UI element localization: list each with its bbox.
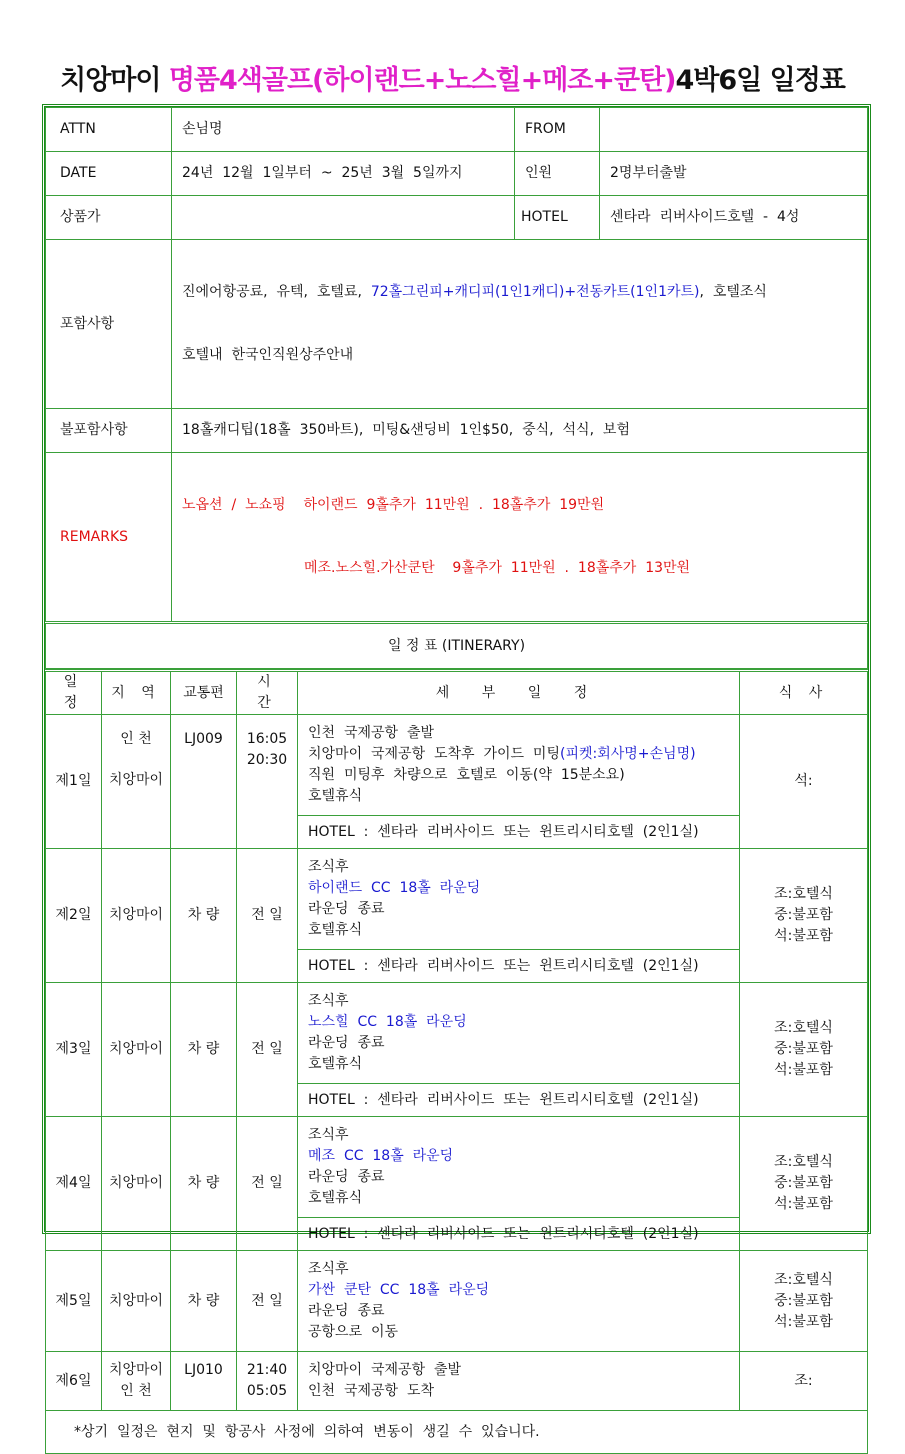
detail-highlight: 하이랜드 CC 18홀 라운딩 [308, 880, 481, 896]
day-time [237, 1251, 298, 1352]
footnote-row [46, 1411, 868, 1454]
meal-line: 조:호텔식 [774, 1154, 833, 1170]
detail-line [308, 1167, 729, 1188]
detail-line [308, 878, 729, 899]
day-details [298, 715, 740, 816]
region-line: 치앙마이 [108, 772, 164, 788]
footnote: *상기 일정은 현지 및 항공사 사정에 의하여 변동이 생길 수 있습니다. [46, 1411, 868, 1454]
detail-line [308, 1360, 729, 1381]
day-transport: LJ009 [171, 715, 237, 849]
time-line: 전 일 [251, 1292, 283, 1309]
meal-line: 석:불포함 [774, 1196, 833, 1212]
detail-line [308, 1054, 729, 1075]
day-transport: 차 량 [171, 849, 237, 983]
day-meals [740, 715, 868, 849]
day-details [298, 849, 740, 950]
day-meals [740, 1251, 868, 1352]
date-value: 24년 12월 1일부터 ~ 25년 3월 5일까지 [172, 152, 515, 196]
detail-text: 인천 국제공항 출발 [308, 725, 434, 741]
detail-text: 조식후 [308, 859, 349, 875]
meal-line: 석:불포함 [774, 1313, 833, 1330]
remarks-row [46, 453, 868, 623]
detail-line [308, 1301, 729, 1322]
day-region [102, 983, 171, 1117]
detail-highlight: 노스힐 CC 18홀 라운딩 [308, 1014, 467, 1030]
col-header-meals: 식 사 [740, 671, 868, 715]
day-row [46, 849, 868, 950]
detail-line [308, 1012, 729, 1033]
included-value [172, 240, 868, 409]
included-line-2: 호텔내 한국인직원상주안내 [182, 347, 354, 363]
detail-line [308, 1322, 729, 1343]
detail-line [308, 1125, 729, 1146]
detail-text: 라운딩 종료 [308, 1303, 385, 1319]
date-row [46, 152, 868, 196]
itinerary-days [46, 715, 868, 1411]
time-line: 16:05 [246, 731, 288, 747]
meal-line: 조:호텔식 [774, 886, 833, 902]
day-hotel: HOTEL : 센타라 리버사이드 또는 윈트리시티호텔 (2인1실) [298, 1084, 740, 1117]
day-hotel: HOTEL : 센타라 리버사이드 또는 윈트리시티호텔 (2인1실) [298, 1218, 740, 1251]
page-title [0, 58, 905, 97]
price-row [46, 196, 868, 240]
attn-row [46, 108, 868, 152]
region-line: 인 천 [120, 1383, 152, 1399]
detail-line [308, 744, 729, 765]
remarks-line-1: 노옵션 / 노쇼핑 하이랜드 9홀추가 11만원 . 18홀추가 19만원 [182, 497, 605, 513]
day-row [46, 1251, 868, 1352]
day-row [46, 1352, 868, 1411]
date-label: DATE [46, 152, 172, 196]
itinerary-heading: 일 정 표 (ITINERARY) [46, 623, 868, 669]
detail-line [308, 1188, 729, 1209]
day-details [298, 1117, 740, 1218]
region-line: 치앙마이 [108, 1041, 164, 1057]
detail-text: 라운딩 종료 [308, 1035, 385, 1051]
attn-label: ATTN [46, 108, 172, 152]
day-time [237, 1352, 298, 1411]
day-transport: 차 량 [171, 1251, 237, 1352]
remarks-label: REMARKS [46, 453, 172, 623]
day-label: 제3일 [46, 983, 102, 1117]
hotel-label: HOTEL [515, 196, 600, 240]
day-time [237, 715, 298, 849]
time-line: 05:05 [246, 1383, 288, 1399]
day-meals [740, 983, 868, 1117]
day-row [46, 715, 868, 816]
info-table [45, 107, 868, 669]
meal-line: 석: [794, 773, 813, 789]
detail-line [308, 786, 729, 807]
day-label: 제1일 [46, 715, 102, 849]
price-value [172, 196, 515, 240]
included-label: 포함사항 [46, 240, 172, 409]
day-hotel: HOTEL : 센타라 리버사이드 또는 윈트리시티호텔 (2인1실) [298, 950, 740, 983]
region-line: 인 천 [120, 731, 152, 747]
detail-line [308, 991, 729, 1012]
time-line: 전 일 [251, 907, 283, 923]
meal-line: 석:불포함 [774, 1062, 833, 1078]
region-line: 치앙마이 [108, 1175, 164, 1191]
detail-text: 호텔휴식 [308, 1056, 363, 1072]
day-transport: LJ010 [171, 1352, 237, 1411]
detail-text: 호텔휴식 [308, 1190, 363, 1206]
itinerary-header-row [46, 671, 868, 715]
day-label: 제5일 [46, 1251, 102, 1352]
detail-text: 직원 미팅후 차량으로 호텔로 이동(약 15분소요) [308, 767, 625, 783]
time-line: 20:30 [246, 752, 288, 768]
price-label: 상품가 [46, 196, 172, 240]
day-region [102, 849, 171, 983]
detail-text: 호텔휴식 [308, 922, 363, 938]
excluded-row [46, 409, 868, 453]
attn-value: 손님명 [172, 108, 515, 152]
detail-text: 호텔휴식 [308, 788, 363, 804]
detail-highlight: (피켓:회사명+손님명) [560, 746, 696, 762]
day-region [102, 1117, 171, 1251]
region-line: 치앙마이 [108, 907, 164, 923]
detail-line [308, 1259, 729, 1280]
remarks-value [172, 453, 868, 623]
detail-line [308, 857, 729, 878]
day-hotel: HOTEL : 센타라 리버사이드 또는 윈트리시티호텔 (2인1실) [298, 816, 740, 849]
day-transport: 차 량 [171, 983, 237, 1117]
detail-line [308, 1146, 729, 1167]
region-line: 치앙마이 [108, 1292, 164, 1309]
people-value: 2명부터출발 [600, 152, 868, 196]
day-time [237, 849, 298, 983]
region-line: 치앙마이 [108, 1362, 164, 1378]
itinerary-table [45, 669, 868, 1454]
remarks-line-2: 메조.노스힐.가산쿤탄 9홀추가 11만원 . 18홀추가 13만원 [304, 560, 691, 576]
day-region [102, 1352, 171, 1411]
detail-line [308, 1381, 729, 1402]
day-meals [740, 1117, 868, 1251]
detail-text: 인천 국제공항 도착 [308, 1383, 434, 1399]
hotel-value: 센타라 리버사이드호텔 - 4성 [600, 196, 868, 240]
detail-text: 라운딩 종료 [308, 901, 385, 917]
title-suffix: 4박6일 일정표 [675, 65, 845, 96]
detail-text: 라운딩 종료 [308, 1169, 385, 1185]
from-value [600, 108, 868, 152]
time-line: 전 일 [251, 1041, 283, 1057]
meal-line: 중:불포함 [774, 1292, 833, 1309]
day-region [102, 1251, 171, 1352]
excluded-value: 18홀캐디팁(18홀 350바트), 미팅&샌딩비 1인$50, 중식, 석식, 보험 [172, 409, 868, 453]
detail-text: 조식후 [308, 993, 349, 1009]
day-row [46, 1117, 868, 1218]
day-label: 제4일 [46, 1117, 102, 1251]
col-header-day: 일 정 [46, 671, 102, 715]
col-header-time: 시 간 [237, 671, 298, 715]
day-meals [740, 849, 868, 983]
detail-highlight: 가싼 쿤탄 CC 18홀 라운딩 [308, 1282, 490, 1298]
meal-line: 조:호텔식 [774, 1020, 833, 1036]
detail-text: 치앙마이 국제공항 출발 [308, 1362, 462, 1378]
detail-text: 공항으로 이동 [308, 1324, 399, 1340]
col-header-details: 세 부 일 정 [298, 671, 740, 715]
day-details [298, 1352, 740, 1411]
included-text-2: , 호텔조식 [699, 284, 767, 300]
day-region [102, 715, 171, 849]
day-meals [740, 1352, 868, 1411]
meal-line: 조: [794, 1372, 813, 1389]
col-header-transport: 교통편 [171, 671, 237, 715]
meal-line: 석:불포함 [774, 928, 833, 944]
people-label: 인원 [515, 152, 600, 196]
detail-line [308, 1033, 729, 1054]
included-golf-text: 72홀그린피+캐디피(1인1캐디)+전동카트(1인1카트) [370, 284, 700, 300]
meal-line: 조:호텔식 [774, 1271, 833, 1288]
included-row [46, 240, 868, 409]
included-text: 진에어항공료, 유텍, 호텔료, [182, 284, 371, 300]
detail-text: 조식후 [308, 1127, 349, 1143]
day-details [298, 1251, 740, 1352]
detail-line [308, 899, 729, 920]
meal-line: 중:불포함 [774, 1041, 833, 1057]
detail-line [308, 765, 729, 786]
excluded-label: 불포함사항 [46, 409, 172, 453]
title-prefix: 치앙마이 [60, 65, 169, 96]
col-header-region: 지 역 [102, 671, 171, 715]
itinerary-document [42, 104, 871, 1440]
day-time [237, 983, 298, 1117]
day-transport: 차 량 [171, 1117, 237, 1251]
day-label: 제2일 [46, 849, 102, 983]
time-line: 21:40 [246, 1362, 288, 1378]
detail-line [308, 1280, 729, 1301]
from-label: FROM [515, 108, 600, 152]
detail-highlight: 메조 CC 18홀 라운딩 [308, 1148, 454, 1164]
detail-line [308, 920, 729, 941]
day-row [46, 983, 868, 1084]
detail-text: 조식후 [308, 1261, 349, 1277]
detail-text: 치앙마이 국제공항 도착후 가이드 미팅 [308, 746, 560, 762]
meal-line: 중:불포함 [774, 1175, 833, 1191]
day-details [298, 983, 740, 1084]
day-label: 제6일 [46, 1352, 102, 1411]
itinerary-heading-row [46, 623, 868, 669]
day-time [237, 1117, 298, 1251]
detail-line [308, 723, 729, 744]
time-line: 전 일 [251, 1175, 283, 1191]
meal-line: 중:불포함 [774, 907, 833, 923]
title-highlight: 명품4색골프(하이랜드+노스힐+메조+쿤탄) [168, 65, 676, 96]
